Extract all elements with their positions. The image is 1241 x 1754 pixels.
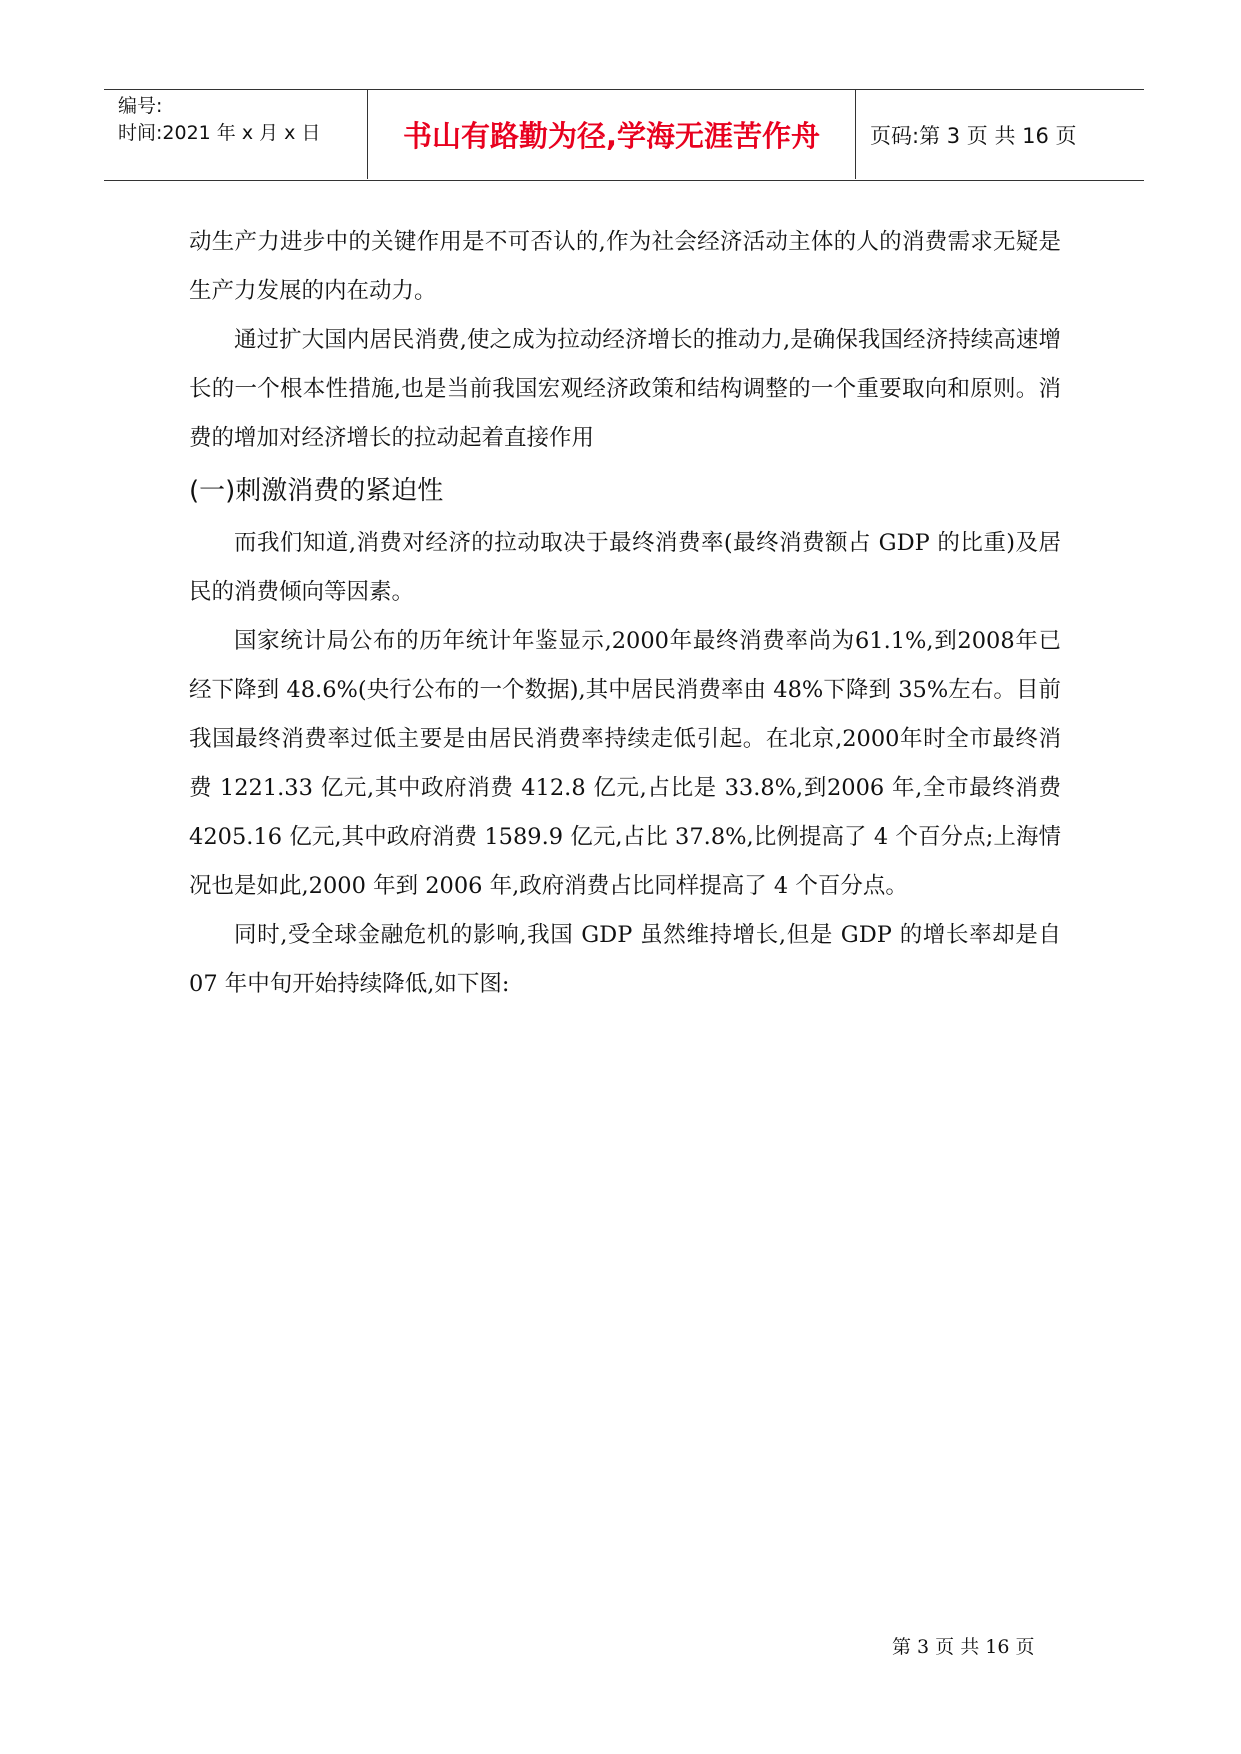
- paragraph-4: 国家统计局公布的历年统计年鉴显示,2000年最终消费率尚为61.1%,到2008年已经下降到 48.6%(央行公布的一个数据),其中居民消费率由 48%下降到 35%左右。目前我国最终消费率过低主要是由居民消费率持续走低引起。在北京,2000年时全市最终消费 1221.33 亿元,其中政府消费 412.8 亿元,占比是 33.8%,到2006 年,全市最终消费 4205.16 亿元,其中政府消费 1589.9 亿元,占比 37.8%,比例提高了 4 个百分点;上海情况也是如此,2000 年到 2006 年,政府消费占比同样提高了 4 个百分点。: [189, 628, 1061, 899]
- document-body: [189, 218, 1061, 1009]
- paragraph-2: 通过扩大国内居民消费,使之成为拉动经济增长的推动力,是确保我国经济持续高速增长的一个根本性措施,也是当前我国宏观经济政策和结构调整的一个重要取向和原则。消费的增加对经济增长的拉动起着直接作用: [189, 327, 1061, 451]
- header-motto-cell: [368, 90, 856, 179]
- page-footer: 第 3 页 共 16 页: [892, 1636, 1035, 1658]
- header-meta-cell: [104, 90, 368, 179]
- time-label: 时间:2021 年 x 月 x 日: [118, 122, 321, 144]
- header-page-code: 页码:第 3 页 共 16 页: [870, 123, 1077, 148]
- doc-number-label: 编号:: [118, 95, 163, 117]
- paragraph-5: 同时,受全球金融危机的影响,我国 GDP 虽然维持增长,但是 GDP 的增长率却是自 07 年中旬开始持续降低,如下图:: [189, 922, 1061, 997]
- paragraph-3: 而我们知道,消费对经济的拉动取决于最终消费率(最终消费额占 GDP 的比重)及居民的消费倾向等因素。: [189, 530, 1061, 605]
- section-heading: (一)刺激消费的紧迫性: [189, 476, 444, 506]
- page-header: [104, 89, 1144, 181]
- header-motto: 书山有路勤为径,学海无涯苦作舟: [402, 119, 821, 153]
- paragraph-1: 动生产力进步中的关键作用是不可否认的,作为社会经济活动主体的人的消费需求无疑是生产力发展的内在动力。: [189, 229, 1061, 304]
- header-page-cell: [856, 90, 1144, 179]
